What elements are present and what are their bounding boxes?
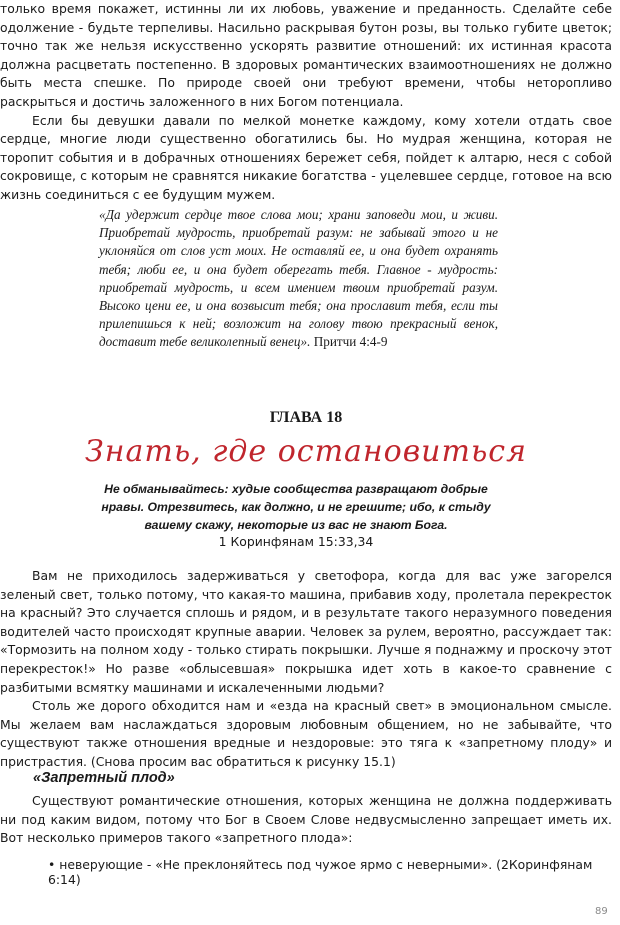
section-paragraph-1: Существуют романтические отношения, которых женщина не должна поддерживать ни под каким видом, потому что Бог в Своем Слове недвусмысленно запрещает иметь их. Вот несколько примеров такого «запретного плода»: [0,793,612,846]
page-number: 89 [595,906,608,917]
intro-text-block [0,0,612,205]
section-text-block [0,792,612,848]
intro-paragraph-2: Если бы девушки давали по мелкой монетке каждому, кому хотели отдать свое сердце, многие люди существенно обогатились бы. Но мудрая женщина, которая не торопит события и в добрачных отношениях бережет себя, пойдет к алтарю, неся с собой сокровище, с которым не сравнятся никакие богатства - уцелевшее сердце, готовое на всю жизнь соединиться с ее будущим мужем. [0,112,612,202]
quote-text: «Да удержит сердце твое слова мои; храни заповеди мои, и живи. Приобретай мудрость, приобретай разум: не забывай этого и не уклоняйся от слов уст моих. Не оставляй ее, и она будет охранять тебя; люби ее, и она будет оберегать тебя. Главное - мудрость: приобретай мудрость, и всем имением твоим приобретай разум. Высоко цени ее, и она возвысит тебя; она прославит тебя, если ты прилепишься к ней; возложит на голову твою прекрасный венок, доставит тебе великолепный венец». [99,207,498,350]
epigraph-reference: 1 Коринфянам 15:33,34 [218,534,374,549]
proverbs-quote [99,206,498,352]
bullet-text: неверующие - «Не преклоняйтесь под чужое ярмо с неверными». (2Коринфянам 6:14) [48,857,593,887]
chapter-number: ГЛАВА 18 [269,409,343,426]
intro-paragraph-1: только время покажет, истинны ли их любовь, уважение и преданность. Сделайте себе одолжение - будьте терпеливы. Насильно раскрывая бутон розы, вы только губите цветок; точно так же нельзя искусственно ускорять развитие отношений: их истинная красота должна расцветать постепенно. В здоровых романтических взаимоотношениях не должно быть места спешке. По природе своей они требуют времени, чтобы неторопливо раскрыться и достичь заложенного в них Богом потенциала. [0,1,612,109]
chapter-title: Знать, где остановиться [85,434,527,469]
chapter-paragraph-2: Столь же дорого обходится нам и «езда на красный свет» в эмоциональном смысле. Мы желаем вам наслаждаться здоровым любовным общением, но не забывайте, что существуют также отношения вредные и нездоровые: это тяга к «запретному плоду» и пристрастия. (Снова просим вас обратиться к рисунку 15.1) [0,698,612,769]
section-heading: «Запретный плод» [33,770,175,786]
quote-reference: Притчи 4:4-9 [313,334,388,350]
chapter-paragraph-1: Вам не приходилось задерживаться у светофора, когда для вас уже загорелся зеленый свет, только потому, что какая-то машина, прибавив ходу, пролетала перекресток на красный? Это случается сплошь и рядом, и в результате такого неразумного поведения водителей часто происходят крупные аварии. Человек за рулем, вероятно, рассуждает так: «Тормозить на полном ходу - только стирать покрышки. Лучше я поднажму и проскочу этот перекресток!» Но разве «облысевшая» покрышка идет хоть в какое-то сравнение с разбитыми всмятку машинами и искалеченными людьми? [0,568,612,695]
bullet-marker: • [48,857,56,872]
bullet-item [48,857,620,887]
chapter-epigraph: Не обманывайтесь: худые сообщества развращают добрые нравы. Отрезвитесь, как должно, и не грешите; ибо, к стыду вашему скажу, некоторые из вас не знают Бога. [101,482,491,533]
chapter-text-block [0,567,612,772]
